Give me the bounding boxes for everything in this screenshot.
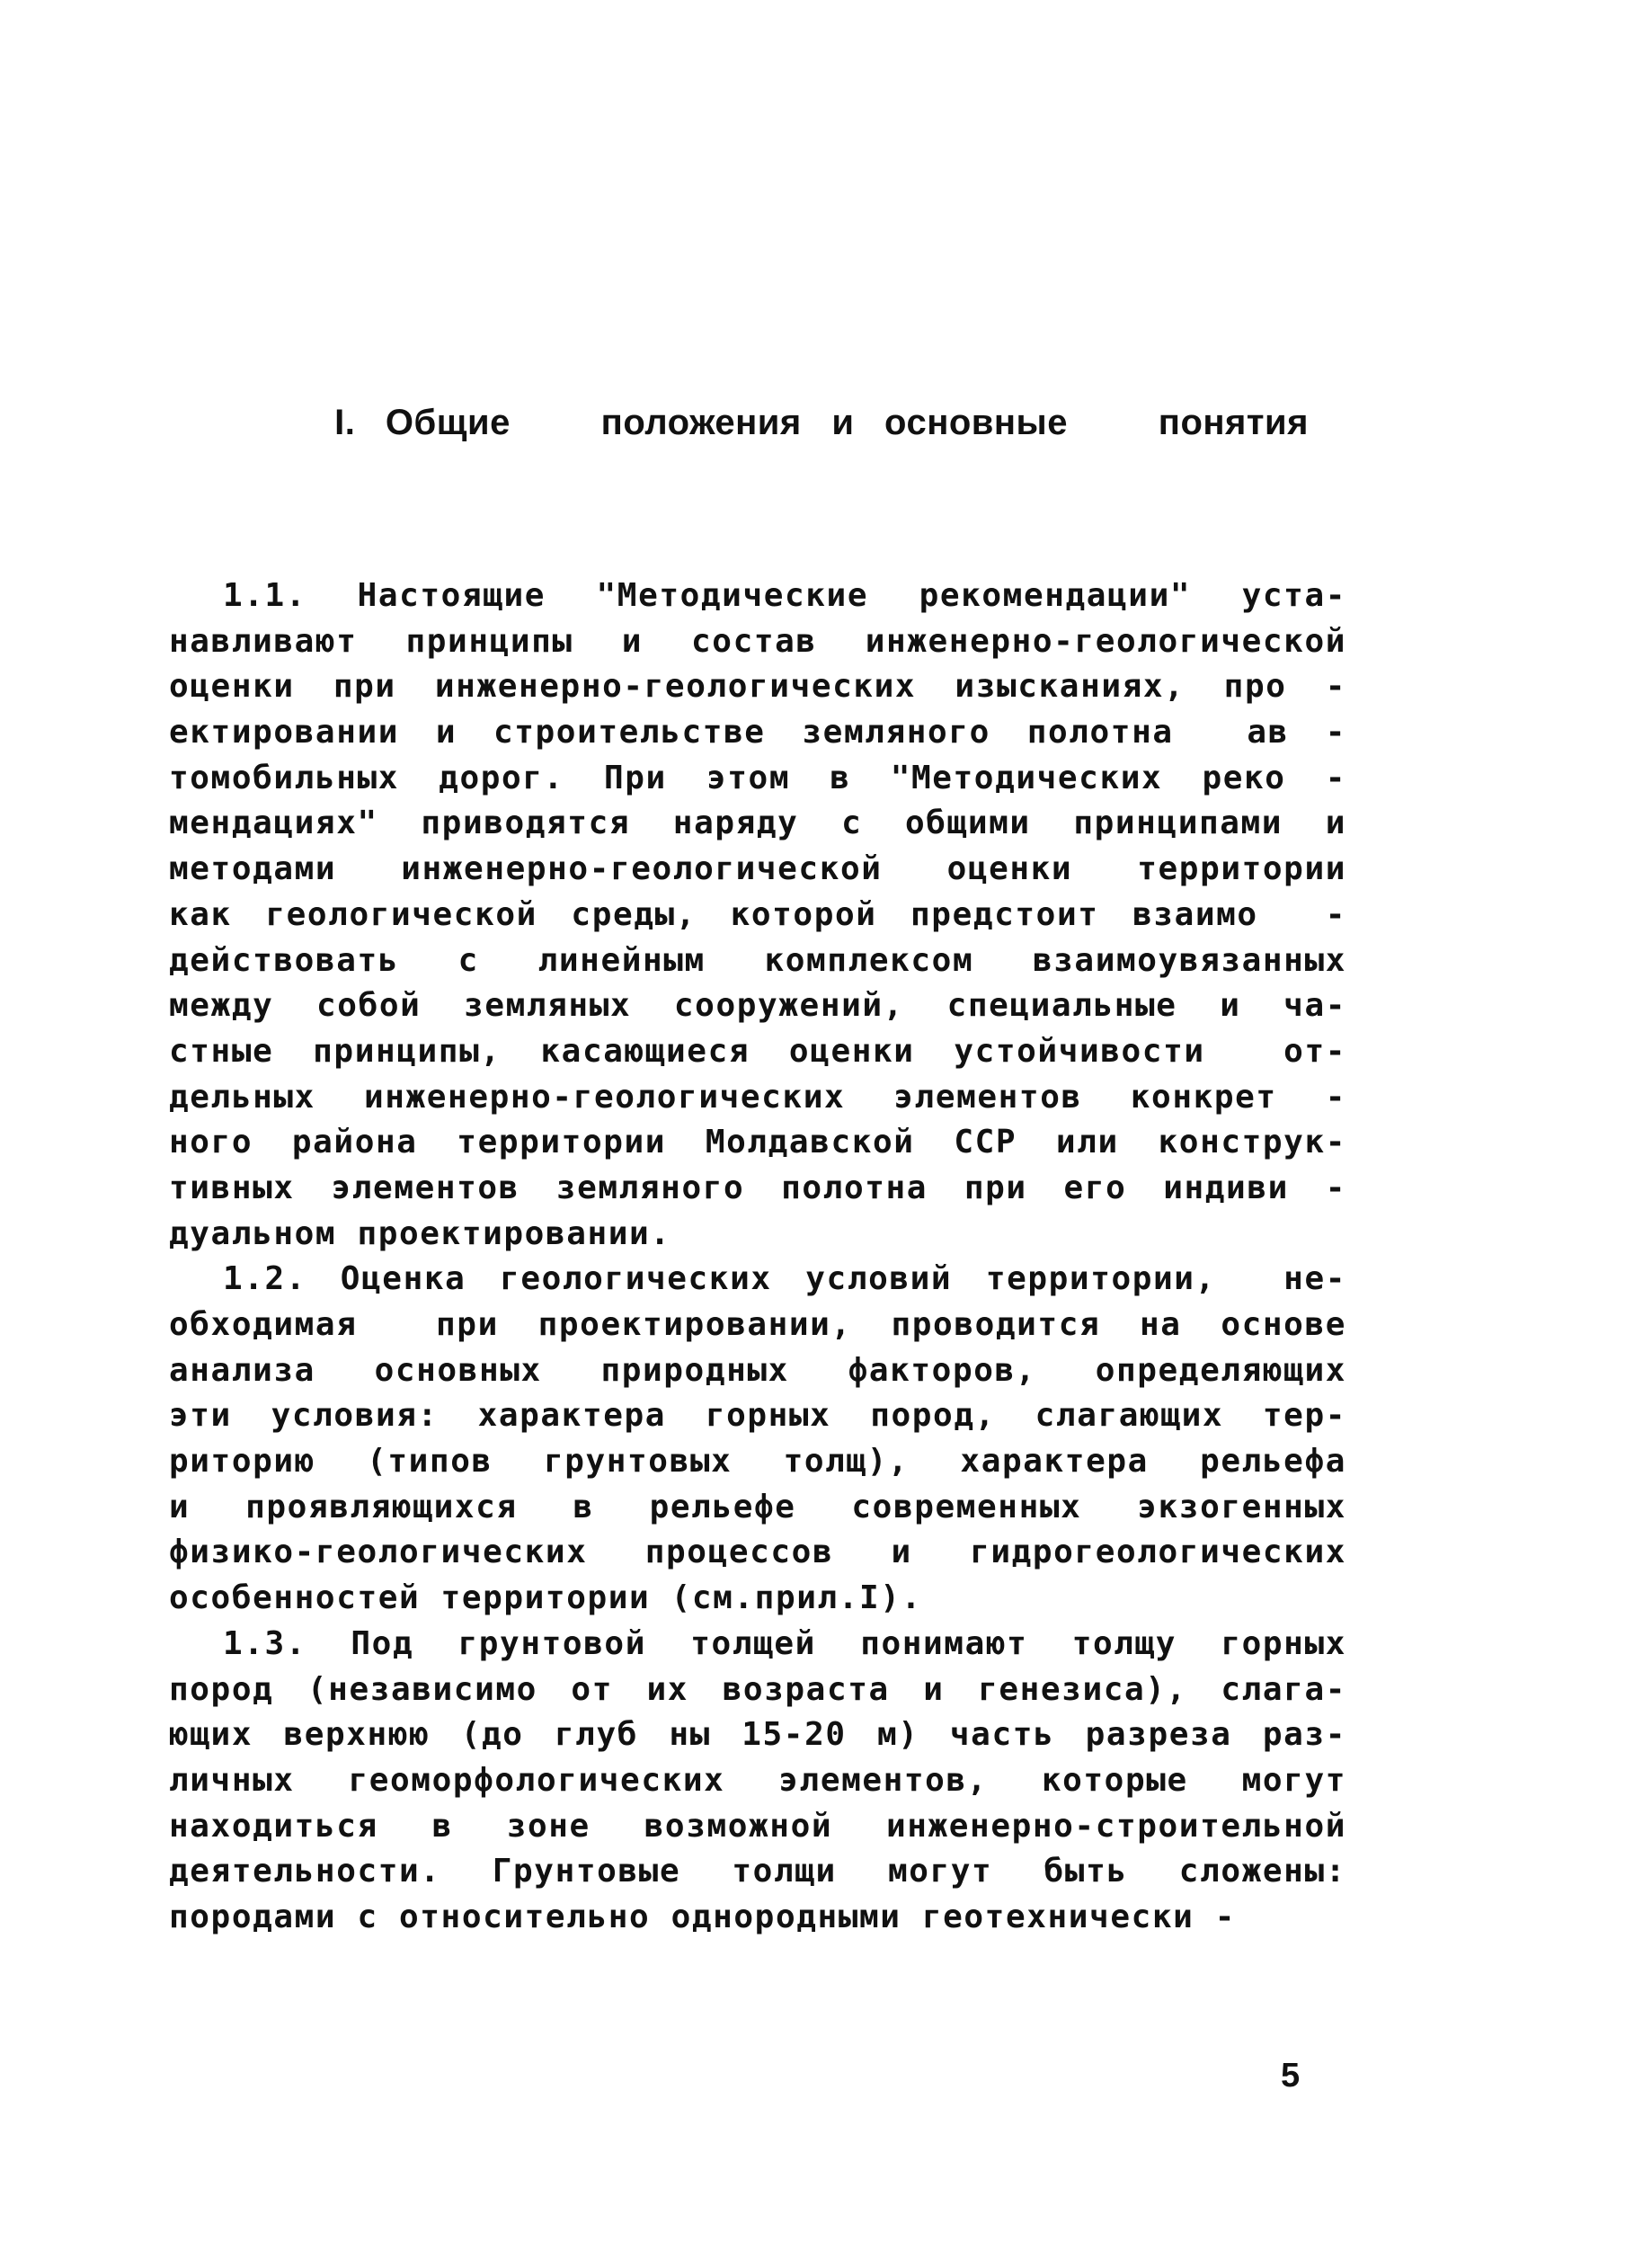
text-line: томобильных дорог. При этом в "Методических реко - (169, 759, 1346, 796)
text-line: между собой земляных сооружений, специальные и ча- (169, 987, 1346, 1025)
text-line: навливают принципы и состав инженерно-геологической (169, 622, 1346, 660)
text-line: анализа основных природных факторов, определяющих (169, 1351, 1346, 1389)
text-line: физико-геологических процессов и гидрогеологических (169, 1534, 1346, 1571)
text-line: ющих верхнюю (до глуб ны 15-20 м) часть разреза раз- (169, 1716, 1346, 1754)
body-text (169, 574, 1346, 1941)
text-line: методами инженерно-геологической оценки территории (169, 850, 1346, 888)
text-line: стные принципы, касающиеся оценки устойчивости от- (169, 1032, 1346, 1070)
paragraph-3 (169, 1622, 1346, 1941)
paragraph-1 (169, 574, 1346, 1257)
page-number: 5 (1281, 2057, 1301, 2095)
text-line: деятельности. Грунтовые толщи могут быть сложены: (169, 1853, 1346, 1890)
text-line: риторию (типов грунтовых толщ), характера рельефа (169, 1443, 1346, 1481)
text-line: ного района территории Молдавской ССР или конструк- (169, 1124, 1346, 1161)
text-line: 1.2. Оценка геологических условий территории, не- (223, 1260, 1346, 1298)
text-line: и проявляющихся в рельефе современных экзогенных (169, 1488, 1346, 1525)
text-line: обходимая при проектировании, проводится на основе (169, 1306, 1346, 1343)
text-line: личных геоморфологических элементов, которые могут (169, 1761, 1346, 1799)
text-line: действовать с линейным комплексом взаимоувязанных (169, 941, 1346, 979)
text-line: как геологической среды, которой предстоит взаимо - (169, 895, 1346, 933)
text-line: пород (независимо от их возраста и генезиса), слага- (169, 1670, 1346, 1708)
text-line: мендациях" приводятся наряду с общими принципами и (169, 805, 1346, 842)
text-line: дуальном проектировании. (169, 1214, 671, 1252)
section-heading: I. Общие положения и основные понятия (334, 403, 1309, 442)
text-line: ектировании и строительстве земляного полотна ав - (169, 714, 1346, 752)
text-line: оценки при инженерно-геологических изысканиях, про - (169, 668, 1346, 706)
text-line: эти условия: характера горных пород, слагающих тер- (169, 1397, 1346, 1435)
text-line: дельных инженерно-геологических элементов конкрет - (169, 1078, 1346, 1116)
text-line: 1.1. Настоящие "Методические рекомендации" уста- (223, 577, 1346, 614)
text-line: 1.3. Под грунтовой толщей понимают толщу горных (223, 1624, 1346, 1662)
text-line: находиться в зоне возможной инженерно-строительной (169, 1807, 1346, 1845)
text-line: породами с относительно однородными геотехнически - (169, 1898, 1236, 1935)
paragraph-2 (169, 1257, 1346, 1622)
text-line: тивных элементов земляного полотна при его индиви - (169, 1169, 1346, 1206)
text-line: особенностей территории (см.прил.I). (169, 1579, 922, 1617)
